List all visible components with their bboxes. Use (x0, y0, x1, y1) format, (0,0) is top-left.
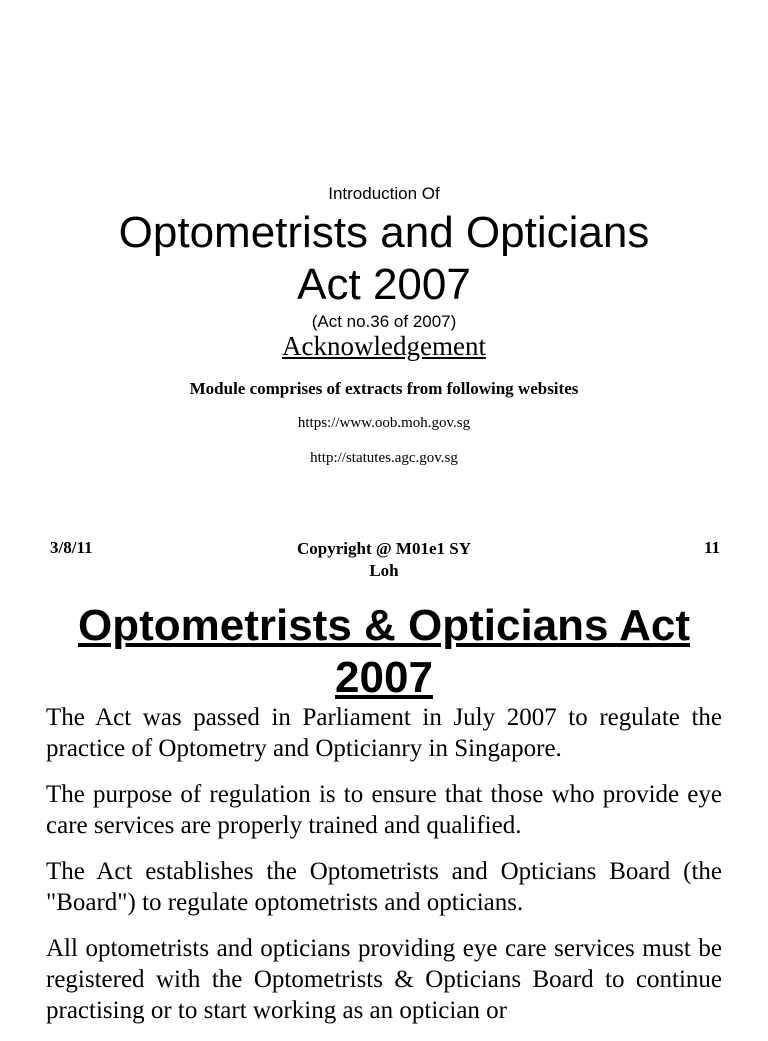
paragraph-4: All optometrists and opticians providing eye care services must be registered with the Optometrists & Opticians Board to continue practising or to start working as an optician or (46, 935, 722, 1024)
acknowledgement-heading: Acknowledgement (282, 331, 486, 361)
main-title-line-2: Act 2007 (297, 260, 471, 309)
paragraph-1: The Act was passed in Parliament in July 2007 to regulate the practice of Optometry and Opticianry in Singapore. (46, 704, 722, 762)
slide-2-title (0, 600, 768, 704)
main-title-line-1: Optometrists and Opticians (118, 208, 650, 257)
source-url-2[interactable]: http://statutes.agc.gov.sg (310, 450, 458, 466)
source-url-1[interactable]: https://www.oob.moh.gov.sg (297, 415, 471, 431)
footer-date: 3/8/11 (50, 538, 93, 557)
footer-page-number: 11 (703, 538, 720, 557)
main-title (0, 207, 768, 311)
paragraph-3: The Act establishes the Optometrists and Opticians Board (the "Board") to regulate optometrists and opticians. (46, 858, 722, 916)
paragraph-2: The purpose of regulation is to ensure that those who provide eye care services are properly trained and qualified. (46, 781, 722, 839)
slide-2-body (46, 702, 722, 1041)
slide-2-title-line-2: 2007 (335, 653, 433, 702)
footer-copyright: Copyright @ M01e1 SY Loh (296, 539, 471, 580)
slide-2-title-line-1: Optometrists & Opticians Act (77, 601, 691, 650)
intro-heading: Introduction Of (328, 184, 440, 203)
act-number: (Act no.36 of 2007) (311, 312, 457, 331)
module-description: Module comprises of extracts from following websites (189, 379, 579, 398)
